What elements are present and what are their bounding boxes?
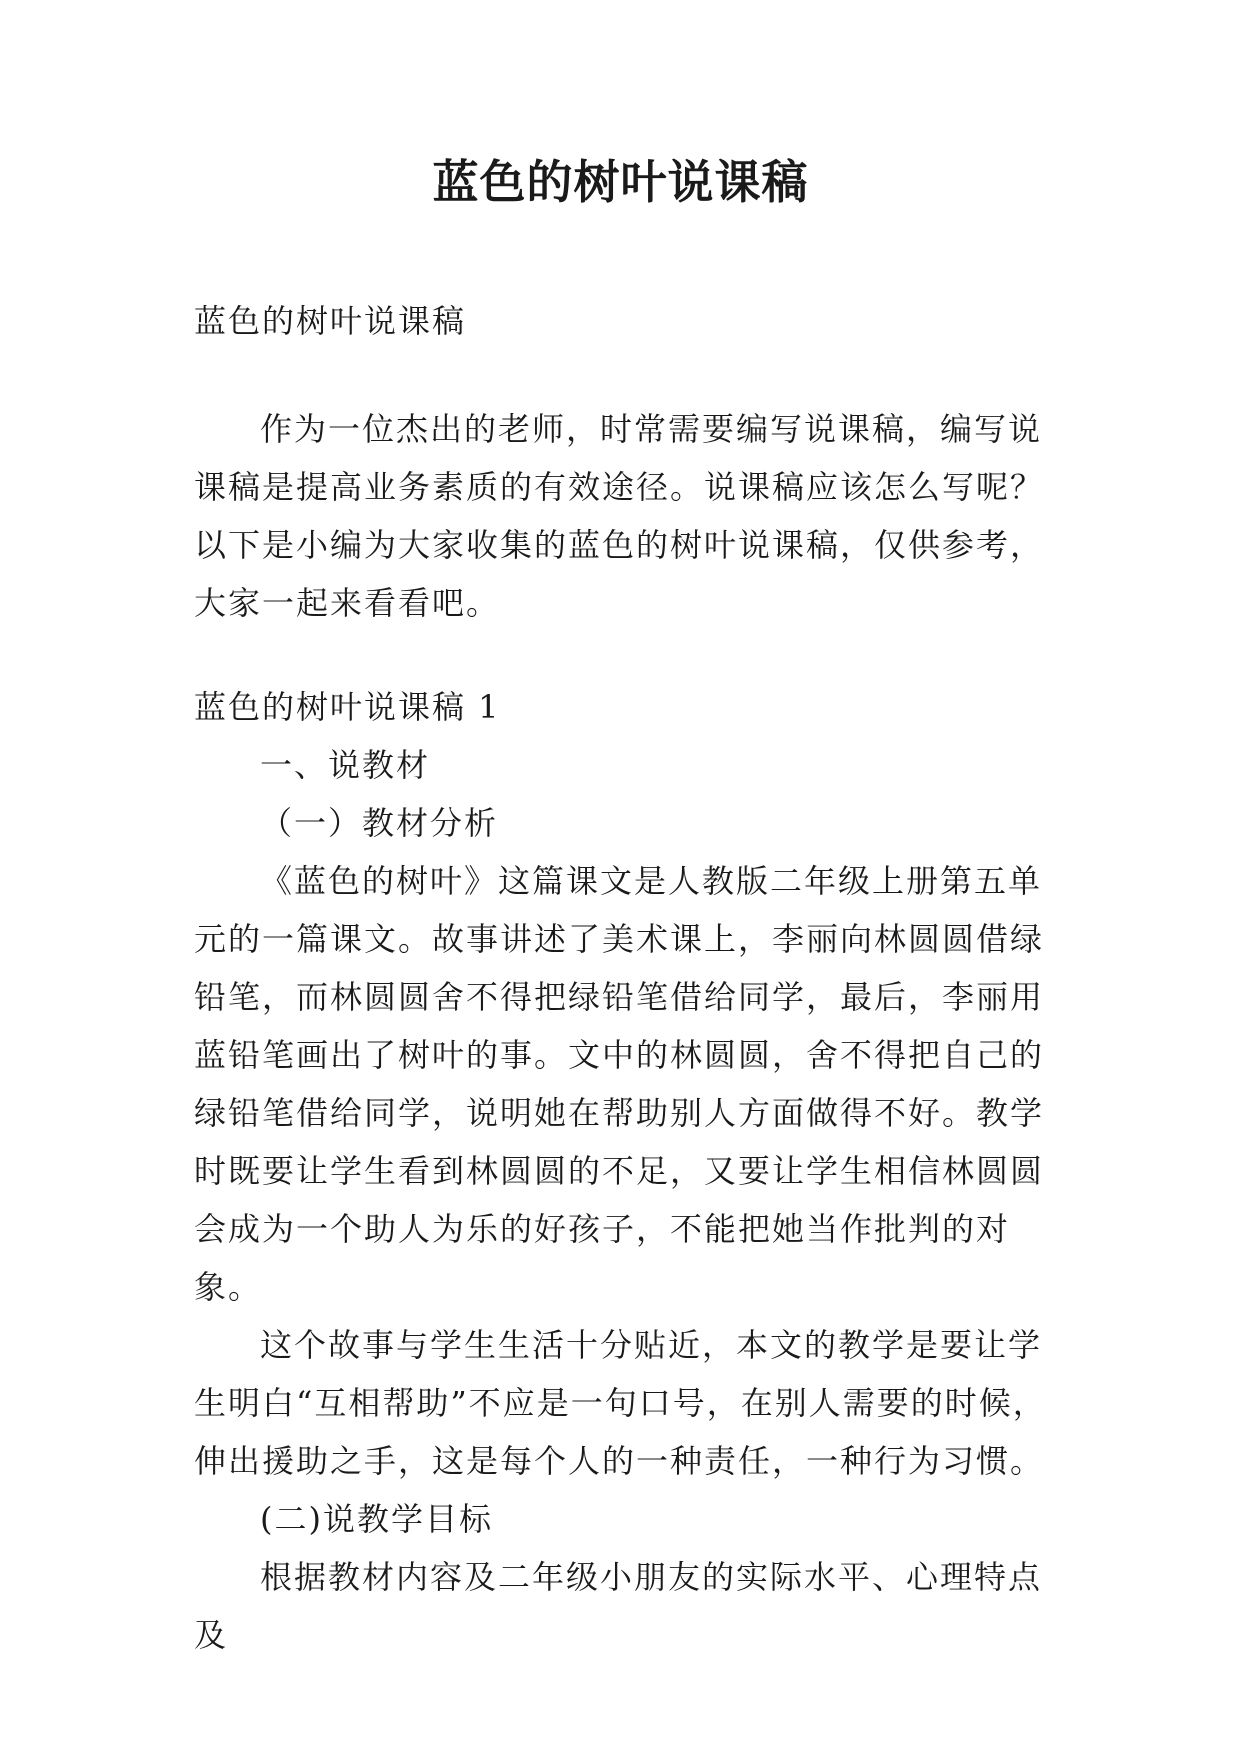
intro-paragraph: 作为一位杰出的老师，时常需要编写说课稿，编写说课稿是提高业务素质的有效途径。说课稿应该怎么写呢？以下是小编为大家收集的蓝色的树叶说课稿，仅供参考，大家一起来看看吧。 (194, 410, 1045, 622)
body-paragraph: 根据教材内容及二年级小朋友的实际水平、心理特点及 (194, 1558, 1043, 1654)
heading-level-2: （一）教材分析 (260, 804, 499, 842)
document-body (194, 292, 1056, 1664)
body-paragraph: 这个故事与学生生活十分贴近，本文的教学是要让学生明白“互相帮助”不应是一句口号，在别人需要的时候，伸出援助之手，这是每个人的一种责任，一种行为习惯。 (194, 1326, 1047, 1480)
body-paragraph: 《蓝色的树叶》这篇课文是人教版二年级上册第五单元的一篇课文。故事讲述了美术课上，李丽向林圆圆借绿铅笔，而林圆圆舍不得把绿铅笔借给同学，最后，李丽用蓝铅笔画出了树叶的事。文中的林圆圆，舍不得把自己的绿铅笔借给同学，说明她在帮助别人方面做得不好。教学时既要让学生看到林圆圆的不足，又要让学生相信林圆圆会成为一个助人为乐的好孩子，不能把她当作批判的对象。 (194, 862, 1045, 1306)
document-title: 蓝色的树叶说课稿 (432, 155, 809, 209)
heading-level-1: 一、说教材 (260, 746, 431, 784)
heading-level-2: (二)说教学目标 (260, 1500, 493, 1538)
section-heading: 蓝色的树叶说课稿 1 (194, 688, 501, 726)
subtitle-paragraph: 蓝色的树叶说课稿 (194, 302, 467, 340)
